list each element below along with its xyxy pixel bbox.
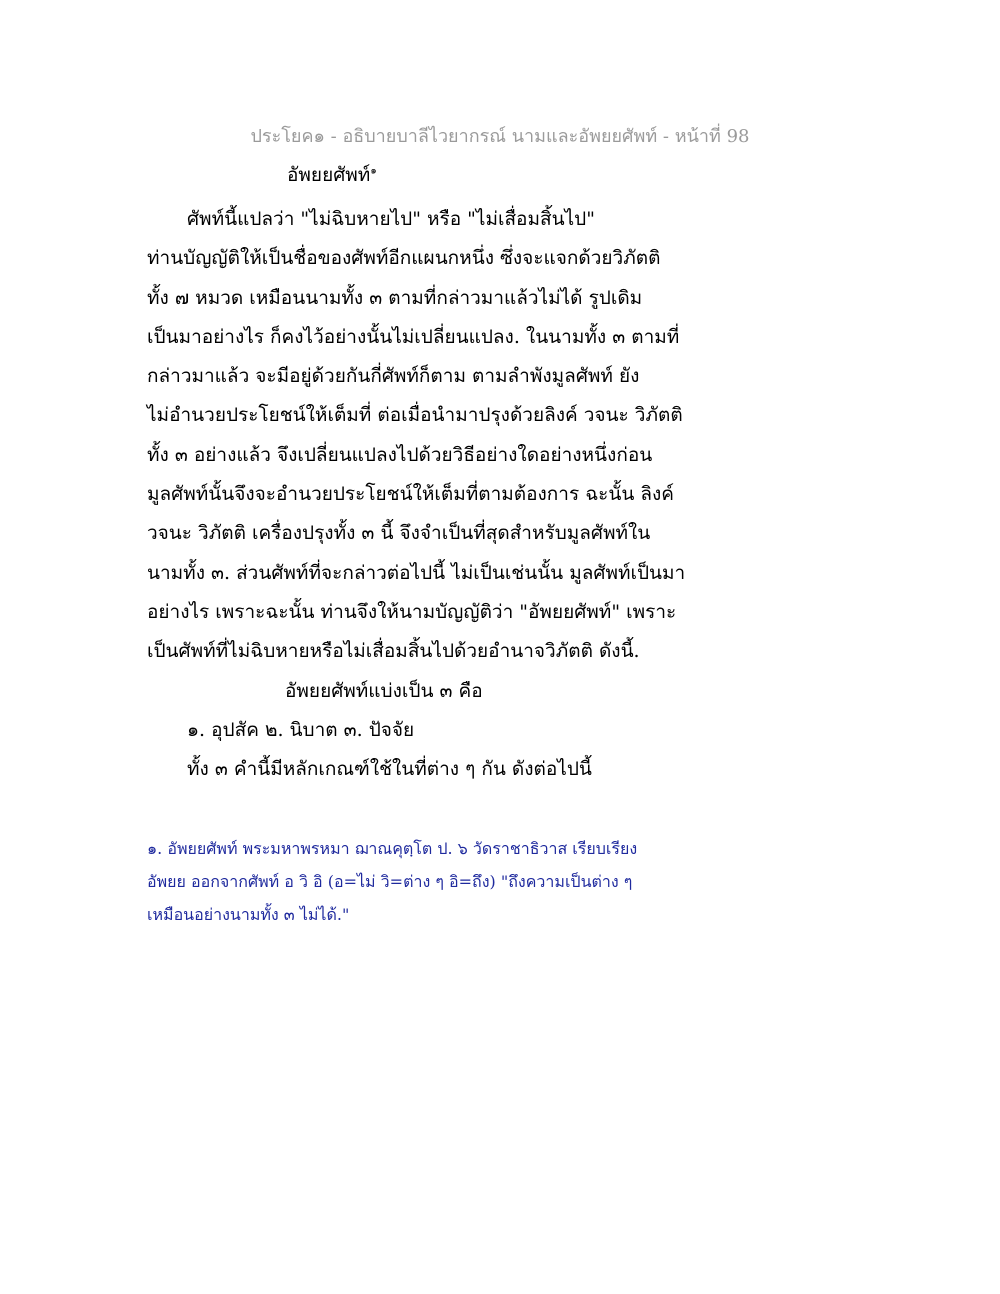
body-text — [147, 200, 767, 789]
paragraph-line: เป็นศัพท์ที่ไม่ฉิบหายหรือไม่เสื่อมสิ้นไปด้วยอำนาจวิภัตติ ดังนี้. — [147, 640, 640, 663]
paragraph-line: กล่าวมาแล้ว จะมีอยู่ด้วยกันกี่ศัพท์ก็ตาม ตามลำพังมูลศัพท์ ยัง — [147, 365, 640, 388]
paragraph-line: อย่างไร เพราะฉะนั้น ท่านจึงให้นามบัญญัติว่า "อัพยยศัพท์" เพราะ — [147, 600, 677, 623]
footnote-line: ๑. อัพยยศัพท์ พระมหาพรหมา ฌาณคุตฺโต ป. ๖ วัดราชาธิวาส เรียบเรียง — [147, 839, 638, 858]
subheading: อัพยยศัพท์แบ่งเป็น ๓ คือ — [285, 679, 483, 702]
footnote — [147, 832, 637, 931]
paragraph-line: วจนะ วิภัตติ เครื่องปรุงทั้ง ๓ นี้ จึงจำเป็นที่สุดสำหรับมูลศัพท์ใน — [147, 522, 651, 545]
footnote-line: อัพยย ออกจากศัพท์ อ วิ อิ (อ=ไม่ วิ=ต่าง ๆ อิ=ถึง) "ถึงความเป็นต่าง ๆ — [147, 872, 633, 891]
list-line: ๑. อุปสัค ๒. นิบาต ๓. ปัจจัย — [187, 718, 415, 741]
paragraph-line: ท่านบัญญัติให้เป็นชื่อของศัพท์อีกแผนกหนึ่ง ซึ่งจะแจกด้วยวิภัตติ — [147, 247, 661, 270]
running-header: ประโยค๑ - อธิบายบาลีไวยากรณ์ นามและอัพยยศัพท์ - หน้าที่ 98 — [250, 126, 750, 147]
paragraph-line: ทั้ง ๗ หมวด เหมือนนามทั้ง ๓ ตามที่กล่าวมาแล้วไม่ได้ รูปเดิม — [147, 286, 643, 309]
paragraph-line: เป็นมาอย่างไร ก็คงไว้อย่างนั้นไม่เปลี่ยนแปลง. ในนามทั้ง ๓ ตามที่ — [147, 325, 680, 348]
paragraph-line: ไม่อำนวยประโยชน์ให้เต็มที่ ต่อเมื่อนำมาปรุงด้วยลิงค์ วจนะ วิภัตติ — [147, 404, 683, 427]
paragraph-line: มูลศัพท์นั้นจึงจะอำนวยประโยชน์ให้เต็มที่ตามต้องการ ฉะนั้น ลิงค์ — [147, 483, 675, 506]
footnote-marker: ๑ — [370, 165, 377, 177]
closing-line: ทั้ง ๓ คำนี้มีหลักเกณฑ์ใช้ในที่ต่าง ๆ กัน ดังต่อไปนี้ — [187, 758, 592, 781]
paragraph-line: ทั้ง ๓ อย่างแล้ว จึงเปลี่ยนแปลงไปด้วยวิธีอย่างใดอย่างหนึ่งก่อน — [147, 443, 653, 466]
paragraph-line: ศัพท์นี้แปลว่า "ไม่ฉิบหายไป" หรือ "ไม่เสื่อมสิ้นไป" — [187, 208, 595, 230]
footnote-line: เหมือนอย่างนามทั้ง ๓ ไม่ได้." — [147, 905, 350, 924]
paragraph-line: นามทั้ง ๓. ส่วนศัพท์ที่จะกล่าวต่อไปนี้ ไม่เป็นเช่นนั้น มูลศัพท์เป็นมา — [147, 561, 686, 584]
section-title-text: อัพยยศัพท์ — [287, 164, 371, 186]
section-title — [287, 160, 377, 190]
